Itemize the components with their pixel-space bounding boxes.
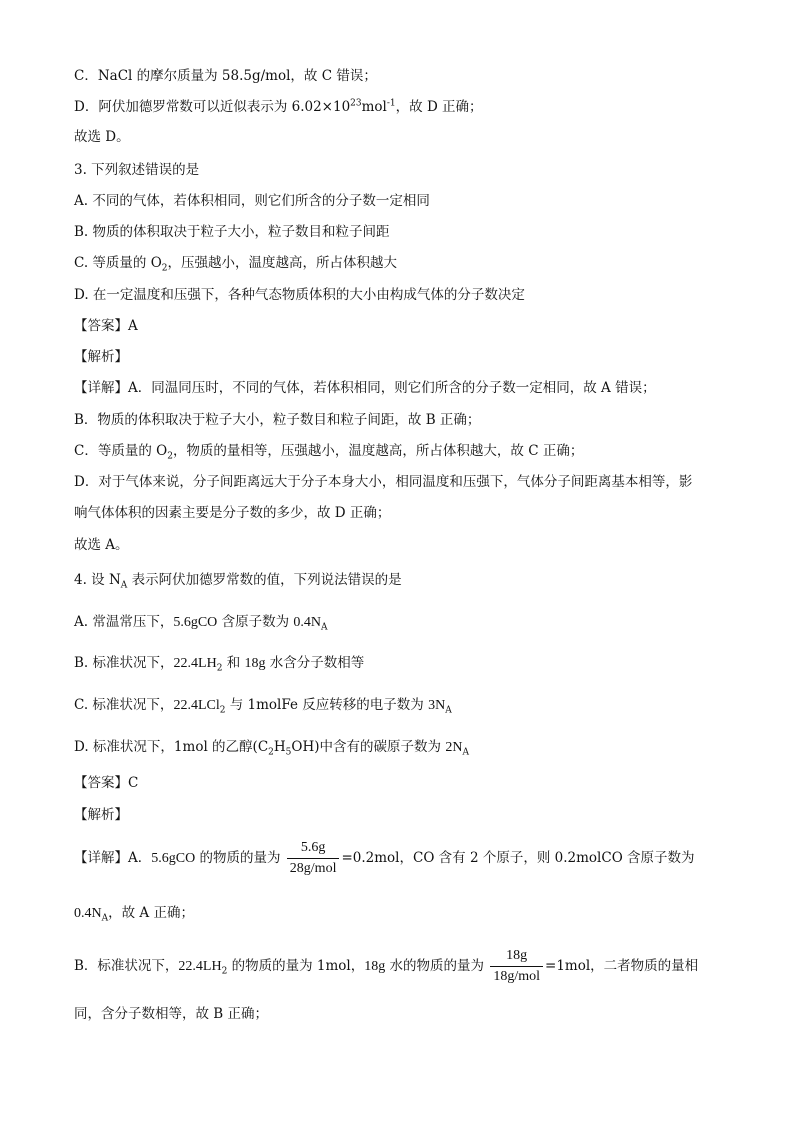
text: ，故 D 正确； <box>395 99 483 115</box>
q4-option-a <box>74 612 328 633</box>
text: 水含分子数相等 <box>265 655 365 671</box>
q4-detail-b-line2: 同，含分子数相等，故 B 正确； <box>74 1006 269 1022</box>
q3-analysis-heading: 【解析】 <box>74 349 128 365</box>
text: C．NaCl 的摩尔质量为 58.5g/mol，故 C 错误； <box>74 68 377 84</box>
q4-analysis-heading: 【解析】 <box>74 807 128 823</box>
fraction <box>287 840 340 877</box>
text: 与 1molFe 反应转移的电子数为 <box>225 697 429 713</box>
subscript: 2 <box>221 966 228 977</box>
formula: 18g <box>364 959 386 974</box>
subscript: 2 <box>219 705 226 716</box>
subscript: 2 <box>161 263 168 274</box>
fraction-numerator: 5.6g <box>287 840 340 859</box>
formula: 22.4LCl <box>173 698 220 713</box>
q3-option-a: A. 不同的气体，若体积相同，则它们所含的分子数一定相同 <box>74 193 430 209</box>
formula: 0.4N <box>74 906 102 921</box>
q2-option-d-explanation <box>74 97 483 117</box>
text: ，压强越小，温度越高，所占体积越大 <box>167 255 398 271</box>
q2-conclusion: 故选 D。 <box>74 129 130 145</box>
q2-option-c-explanation <box>74 66 377 86</box>
text: 的物质的量为 <box>195 850 285 866</box>
fraction <box>490 948 543 985</box>
q4-detail-a-line1 <box>74 840 695 877</box>
text: 4. 设 N <box>74 572 121 588</box>
q3-option-b: B. 物质的体积取决于粒子大小，粒子数目和粒子间距 <box>74 224 390 240</box>
q3-detail-d-line2: 响气体体积的因素主要是分子数的多少，故 D 正确； <box>74 505 391 521</box>
subscript: A <box>101 913 109 924</box>
formula: 2N <box>445 740 463 755</box>
formula: 3N <box>428 698 446 713</box>
q3-stem: 3. 下列叙述错误的是 <box>74 162 200 178</box>
q4-detail-b-line1 <box>74 948 698 985</box>
q3-option-d: D. 在一定温度和压强下，各种气态物质体积的大小由构成气体的分子数决定 <box>74 287 525 303</box>
q3-conclusion: 故选 A。 <box>74 537 129 553</box>
text: ，故 A 正确； <box>108 905 194 921</box>
text: B．标准状况下， <box>74 958 179 974</box>
text: 表示阿伏加德罗常数的值，下列说法错误的是 <box>127 572 402 588</box>
q4-answer: 【答案】C <box>74 775 139 791</box>
subscript: A <box>445 705 452 716</box>
q4-option-c <box>74 695 452 716</box>
subscript: A <box>462 747 469 758</box>
superscript: -1 <box>386 98 396 109</box>
q3-detail-c <box>74 441 583 461</box>
text: 含原子数为 <box>217 614 294 630</box>
text: 和 <box>222 655 245 671</box>
text: =0.2mol，CO 含有 2 个原子，则 0.2molCO 含原子数为 <box>341 850 695 866</box>
text: A. 常温常压下， <box>74 614 174 630</box>
text: B. 标准状况下， <box>74 655 174 671</box>
q3-option-c <box>74 253 397 273</box>
subscript: A <box>321 622 328 633</box>
text: OH)中含有的碳原子数为 <box>291 739 446 755</box>
text: C. 等质量的 O <box>74 255 162 271</box>
text: C．等质量的 O <box>74 443 168 459</box>
text: mol <box>361 99 387 115</box>
text: 【详解】A． <box>74 850 152 866</box>
fraction-numerator: 18g <box>490 948 543 967</box>
superscript: 23 <box>350 98 362 109</box>
text: H <box>273 739 286 755</box>
formula: 18g <box>244 656 266 671</box>
q3-answer: 【答案】A <box>74 318 138 334</box>
formula: 22.4LH <box>173 656 217 671</box>
text: 的物质的量为 1mol， <box>227 958 365 974</box>
q3-detail-a: 【详解】A．同温同压时，不同的气体，若体积相同，则它们所含的分子数一定相同，故 A 错误； <box>74 380 656 396</box>
text: D. 标准状况下，1mol 的乙醇(C <box>74 739 269 755</box>
text: ，物质的量相等，压强越小，温度越高，所占体积越大，故 C 正确； <box>172 443 584 459</box>
subscript: 2 <box>268 747 274 758</box>
formula: 5.6gCO <box>151 851 196 866</box>
fraction-denominator: 28g/mol <box>289 861 337 876</box>
subscript: A <box>120 580 128 591</box>
q4-detail-a-line2 <box>74 903 194 924</box>
text: D．阿伏加德罗常数可以近似表示为 6.02×10 <box>74 99 351 115</box>
q3-detail-d-line1: D．对于气体来说，分子间距离远大于分子本身大小，相同温度和压强下，气体分子间距离基本相等，影 <box>74 474 693 490</box>
subscript: 2 <box>216 663 223 674</box>
formula: 5.6gCO <box>173 615 218 630</box>
text: =1mol，二者物质的量相 <box>545 958 699 974</box>
formula: 0.4N <box>293 615 322 630</box>
q3-detail-b: B．物质的体积取决于粒子大小，粒子数目和粒子间距，故 B 正确； <box>74 412 481 428</box>
text: 水的物质的量为 <box>385 958 489 974</box>
q4-option-b <box>74 653 364 674</box>
fraction-denominator: 18g/mol <box>493 969 541 984</box>
subscript: 5 <box>285 747 292 758</box>
subscript: 2 <box>167 451 173 462</box>
q4-stem <box>74 570 402 590</box>
formula: 22.4LH <box>178 959 222 974</box>
q4-option-d <box>74 737 469 758</box>
text: C. 标准状况下， <box>74 697 174 713</box>
